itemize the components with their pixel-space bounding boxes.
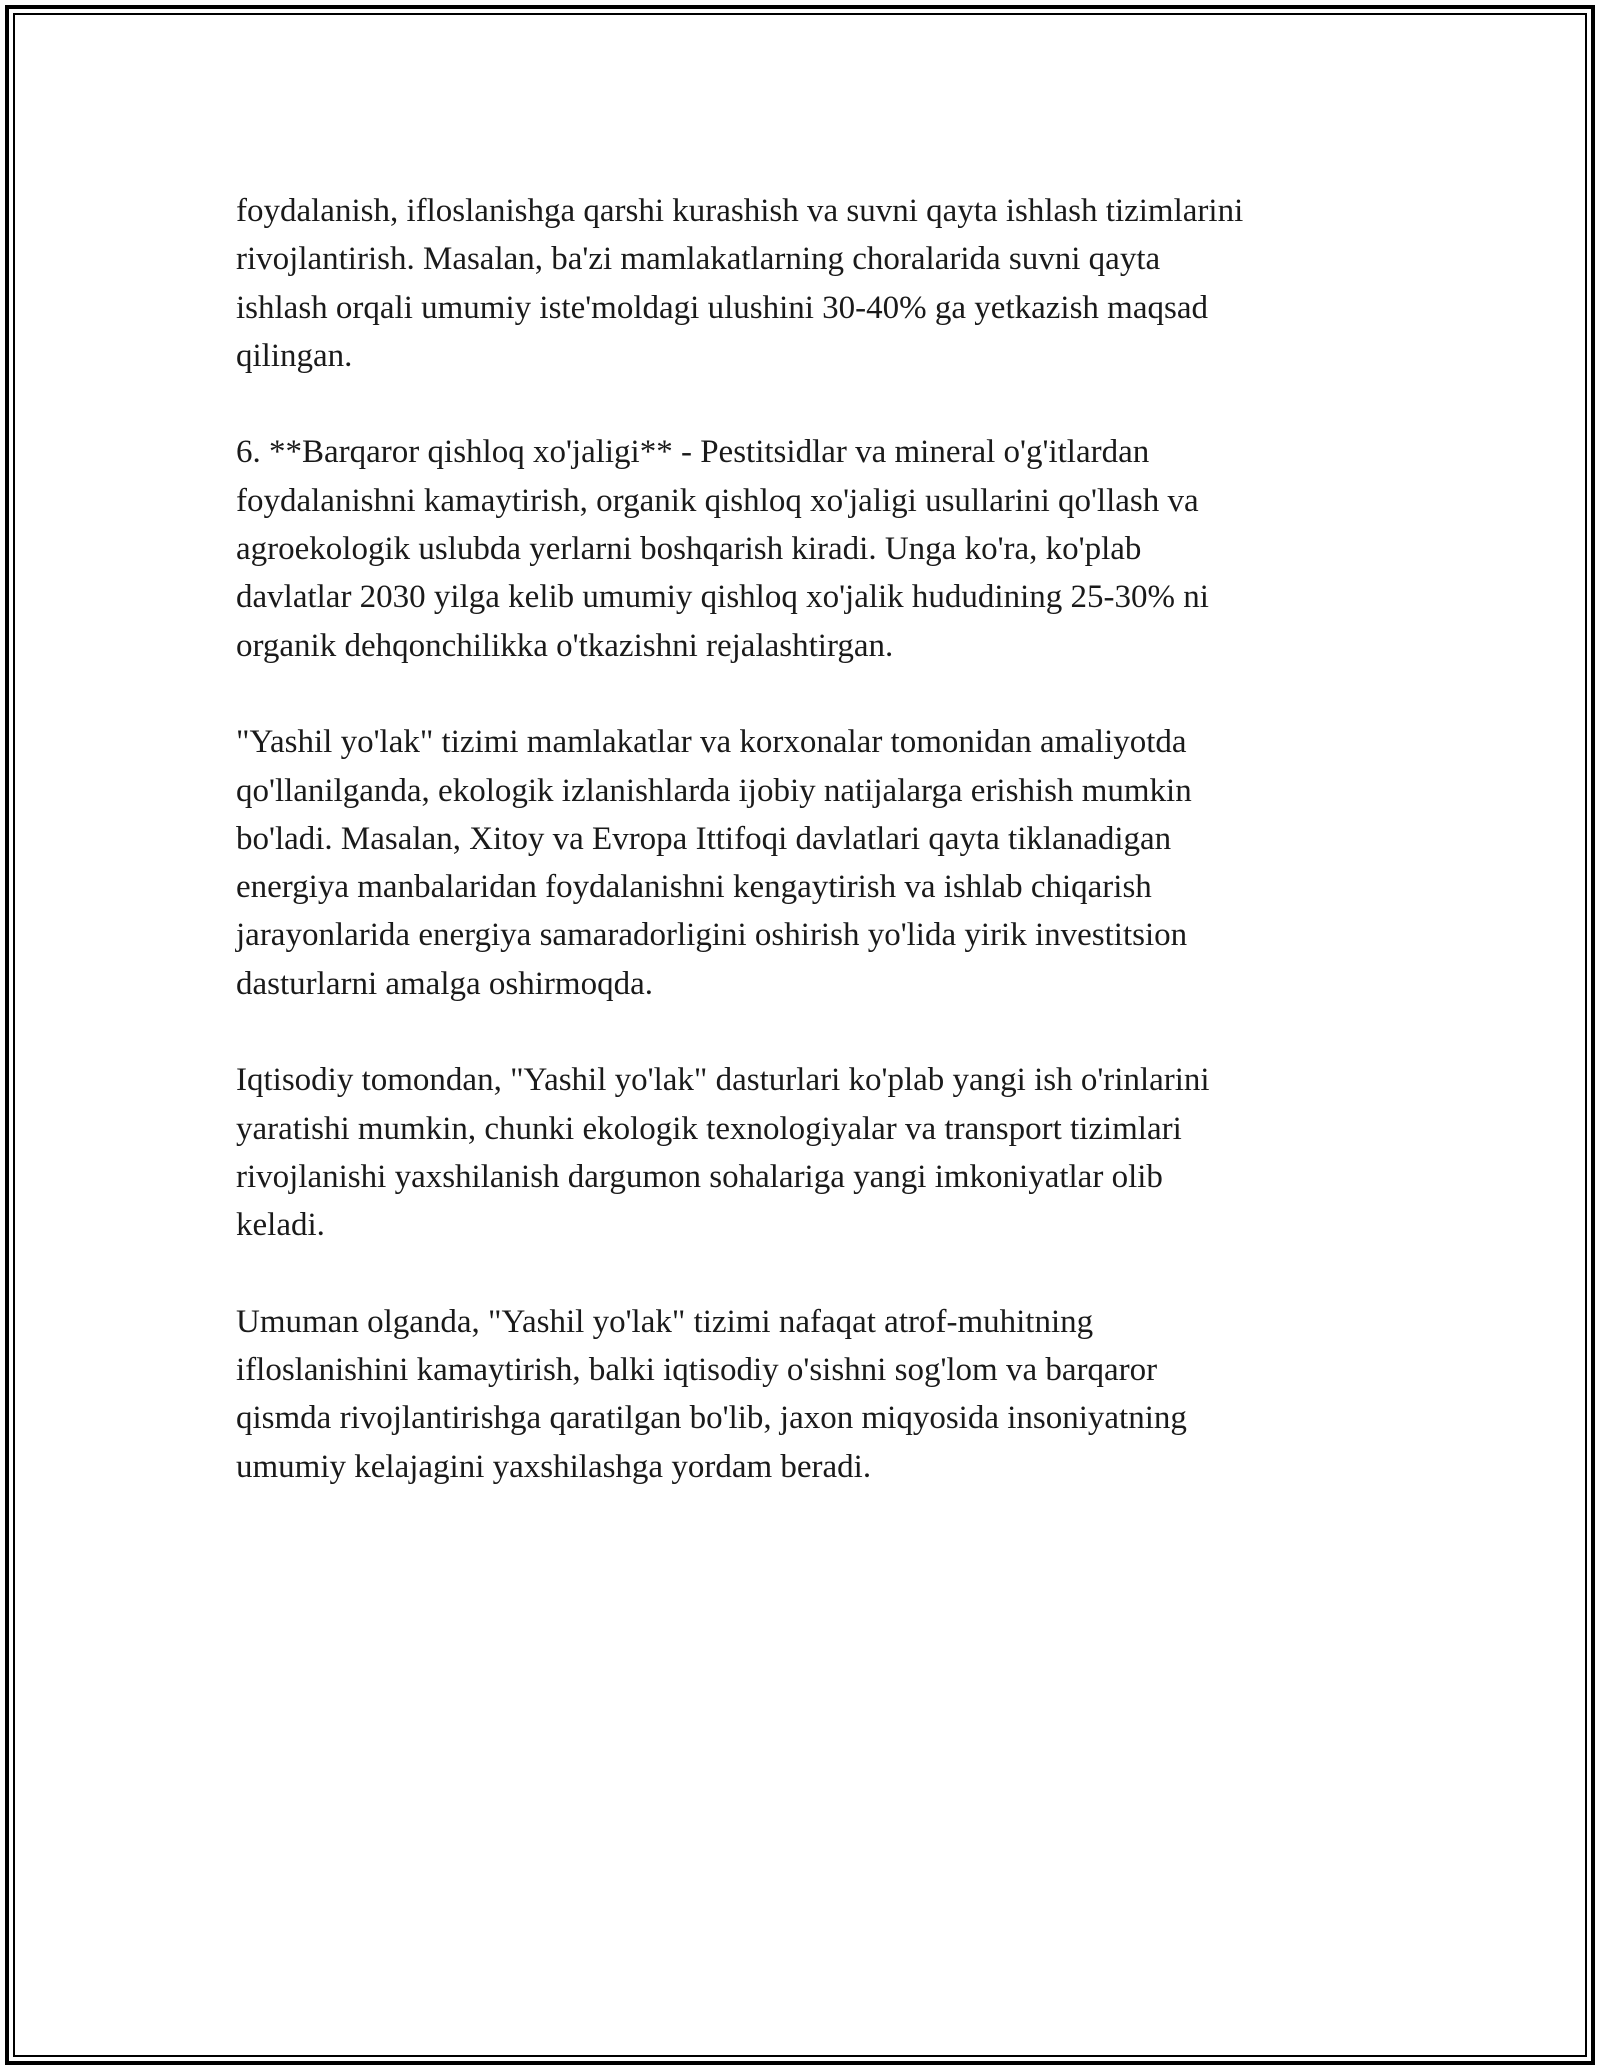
paragraph-economic-benefits: Iqtisodiy tomondan, "Yashil yo'lak" dasturlari ko'plab yangi ish o'rinlarini yaratishi mumkin, chunki ekologik texnologiyalar va transport tizimlari rivojlanishi yaxshilanish dargumon sohalariga yangi imkoniyatlar olib keladi. [236, 1062, 1210, 1244]
paragraph-sustainable-agriculture: 6. **Barqaror qishloq xo'jaligi** - Pestitsidlar va mineral o'g'itlardan foydalanishni kamaytirish, organik qishloq xo'jaligi usullarini qo'llash va agroekologik uslubda yerlarni boshqarish kiradi. Unga ko'ra, ko'plab davlatlar 2030 yilga kelib umumiy qishloq xo'jalik hududining 25-30% ni organik dehqonchilikka o'tkazishni rejalashtirgan. [236, 434, 1209, 664]
paragraph-green-corridor-practice: "Yashil yo'lak" tizimi mamlakatlar va korxonalar tomonidan amaliyotda qo'llanilganda, ekologik izlanishlarda ijobiy natijalarga erishish mumkin bo'ladi. Masalan, Xitoy va Evropa Ittifoqi davlatlari qayta tiklanadigan energiya manbalaridan foydalanishni kengaytirish va ishlab chiqarish jarayonlarida energiya samaradorligini oshirish yo'lida yirik investitsion dasturlarni amalga oshirmoqda. [236, 724, 1192, 1002]
document-body [236, 187, 1366, 1539]
paragraph-conclusion: Umuman olganda, "Yashil yo'lak" tizimi nafaqat atrof-muhitning ifloslanishini kamaytirish, balki iqtisodiy o'sishni sog'lom va barqaror qismda rivojlantirishga qaratilgan bo'lib, jaxon miqyosida insoniyatning umumiy kelajagini yaxshilashga yordam beradi. [236, 1303, 1187, 1485]
paragraph-water-recycling: foydalanish, ifloslanishga qarshi kurashish va suvni qayta ishlash tizimlarini rivojlantirish. Masalan, ba'zi mamlakatlarning choralarida suvni qayta ishlash orqali umumiy iste'moldagi ulushini 30-40% ga yetkazish maqsad qilingan. [236, 193, 1244, 374]
